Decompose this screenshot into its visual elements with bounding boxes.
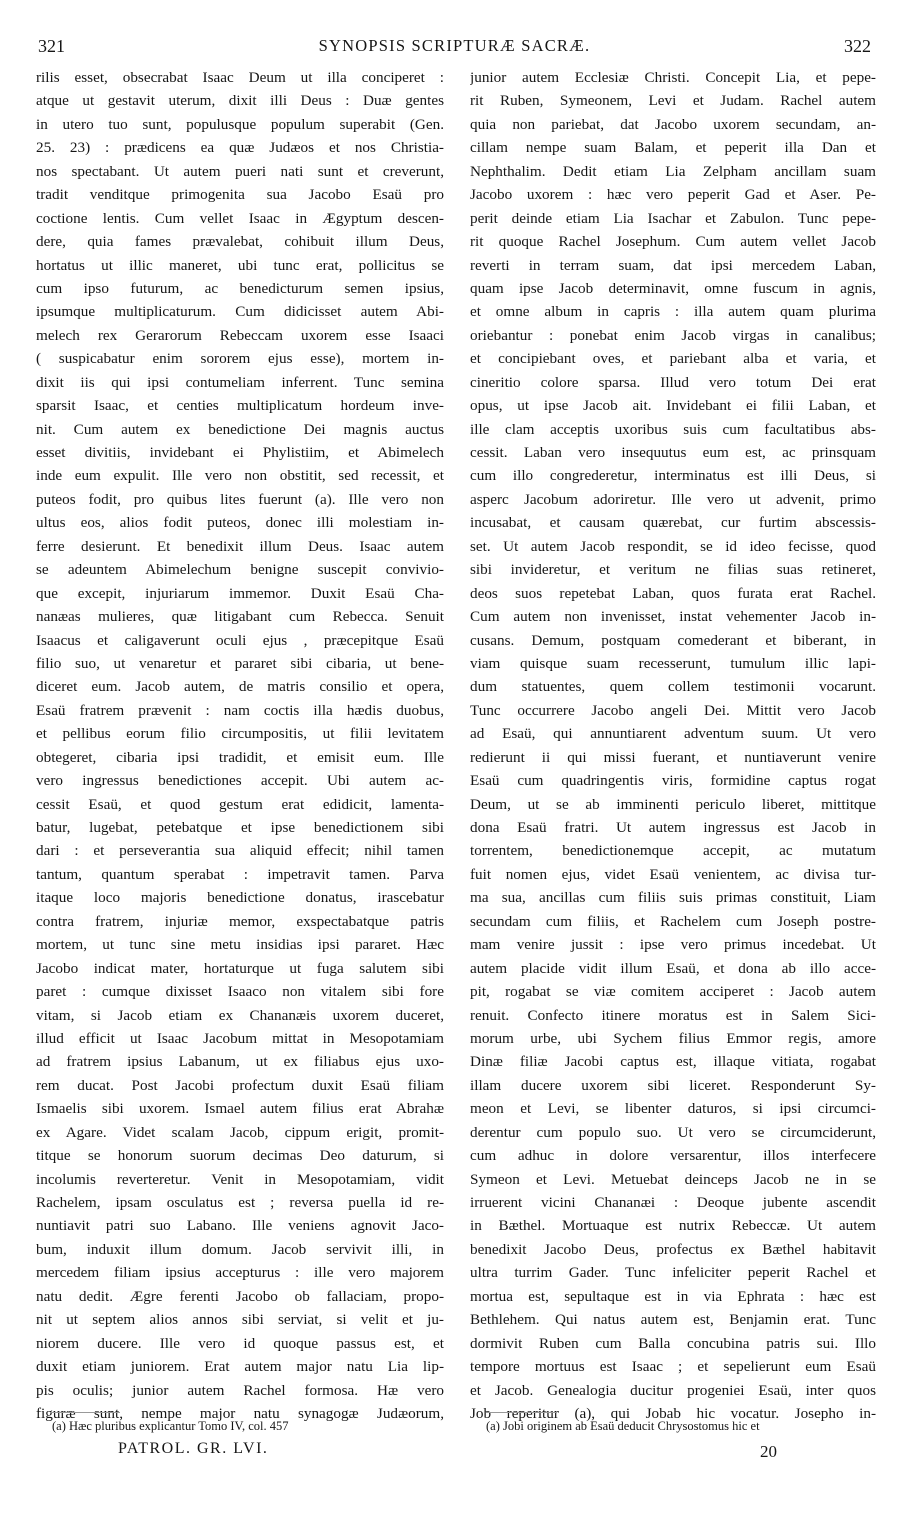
text-line: puteos fodit, pro quibus lites fuerunt (a). Ille vero non bbox=[36, 490, 444, 508]
text-line: niorem ducere. Ille vero id quoque passus est, et bbox=[36, 1334, 444, 1352]
text-line: paret : cumque dixisset Isaaco non vitalem sibi fore bbox=[36, 983, 444, 1001]
text-line: cessit Esaü, et quod gestum erat edidicit, lamenta- bbox=[36, 795, 444, 813]
footnote-rule-right bbox=[486, 1412, 556, 1413]
text-line: tradit venditque primogenita sua Jacobo Esaü pro bbox=[36, 186, 444, 204]
text-line: sibi invideretur, et veritum ne filias suas retineret, bbox=[470, 561, 876, 579]
text-line: redierunt ii qui missi fuerant, et nuntiaverunt venire bbox=[470, 748, 876, 766]
text-line: Jacobo uxorem : hæc vero peperit Gad et Aser. Pe- bbox=[470, 186, 876, 204]
text-line: duxit etiam juniorem. Erat autem major natu Lia lip- bbox=[36, 1358, 444, 1376]
text-line: Ismaelis sibi uxorem. Ismael autem filius erat Abrahæ bbox=[36, 1100, 444, 1118]
text-line: dixit iis qui ipsi contumeliam inferrent. Tunc semina bbox=[36, 373, 444, 391]
text-line: diceret eum. Jacob autem, de matris consilio et opera, bbox=[36, 678, 444, 696]
text-line: Nephthalim. Dedit etiam Lia Zelpham ancillam suam bbox=[470, 162, 876, 180]
text-line: quam ipse Jacob determinavit, omne fuscum in agnis, bbox=[470, 279, 876, 297]
text-line: renuit. Confecto itinere moratus est in Salem Sici- bbox=[470, 1006, 876, 1024]
text-line: que excepit, injuriarum immemor. Duxit Esaü Cha- bbox=[36, 584, 444, 602]
text-line: Deum, ut se ab imminenti periculo liberet, mittitque bbox=[470, 795, 876, 813]
text-line: natu dedit. Ægre ferenti Jacobo ob fallaciam, propo- bbox=[36, 1287, 444, 1305]
footnote-left: (a) Hæc pluribus explicantur Tomo IV, col. 457 bbox=[52, 1419, 289, 1433]
text-line: Cum autem non invenisset, instat vehementer Jacob in- bbox=[470, 608, 876, 626]
text-line: secundam cum filiis, et Rachelem cum Joseph postre- bbox=[470, 912, 876, 930]
text-line: pis oculis; junior autem Rachel formosa. Hæ vero bbox=[36, 1381, 444, 1399]
text-line: dere, quia fames prævalebat, cohibuit illum Deus, bbox=[36, 233, 444, 251]
text-line: cessit. Laban vero insequutus eum est, ac prinsquam bbox=[470, 444, 876, 461]
text-line: se adeuntem Abimelechum benigne suscepit convivio- bbox=[36, 561, 444, 579]
text-line: perit deinde etiam Lia Isachar et Zabulon. Tunc pepe- bbox=[470, 209, 876, 227]
text-line: cum illo congrederetur, interminatus est illi Deus, si bbox=[470, 467, 876, 485]
signature-mark: PATROL. GR. LVI. bbox=[118, 1440, 269, 1457]
text-line: set. Ut autem Jacob respondit, se id ideo fecisse, quod bbox=[470, 537, 876, 555]
text-line: opus, ut ipse Jacob ait. Invidebant ei filii Laban, et bbox=[470, 397, 876, 415]
footnote-right: (a) Jobi originem ab Esaü deducit Chrysostomus hic et bbox=[486, 1419, 760, 1433]
text-line: et Jacob. Genealogia ducitur progeniei Esaü, inter quos bbox=[470, 1381, 876, 1399]
text-line: cillam nempe suam Balam, et peperit illa Dan et bbox=[470, 139, 876, 157]
text-line: incusabat, et causam quærebat, cur furtim abscessis- bbox=[470, 514, 876, 532]
text-line: irruerent vicini Chananæi : Deoque jubente ascendit bbox=[470, 1194, 876, 1211]
text-line: tantum, quantum sperabat : impetravit tamen. Parva bbox=[36, 865, 444, 883]
running-head bbox=[30, 36, 879, 60]
text-line: asperc Jacobum adoriretur. Ille vero ut advenit, primo bbox=[470, 490, 876, 508]
text-line: junior autem Ecclesiæ Christi. Concepit Lia, et pepe- bbox=[470, 69, 876, 86]
text-line: ad Esaü, qui annuntiarent adventum suum. Ut vero bbox=[470, 725, 876, 743]
text-line: 25. 23) : prædicens ea quæ Judæos et nos Christia- bbox=[36, 139, 444, 157]
text-line: ille clam acceptis uxoribus suis cum facultatibus abs- bbox=[470, 420, 876, 438]
running-title: SYNOPSIS SCRIPTURÆ SACRÆ. bbox=[318, 36, 591, 55]
text-line: obtegeret, cibaria ipsi tradidit, et emisit eum. Ille bbox=[36, 748, 444, 766]
text-line: Jacobo indicat mater, hortaturque ut fuga salutem sibi bbox=[36, 959, 444, 977]
page-number-left: 321 bbox=[38, 36, 65, 56]
text-line: Dinæ filiæ Jacobi captus est, illaque vitiata, rogabat bbox=[470, 1053, 876, 1071]
text-line: mam venire jussit : ipse vero primus incedebat. Ut bbox=[470, 936, 876, 954]
text-line: morum urbe, ubi Sychem filius Emmor regis, amore bbox=[470, 1029, 876, 1047]
text-line: cusans. Demum, postquam comederant et biberant, in bbox=[470, 631, 876, 649]
text-line: fuit nomen ejus, videt Esaü venientem, ac divisa tur- bbox=[470, 865, 876, 883]
text-line: tempore mortuus est Isaac ; et sepelierunt eum Esaü bbox=[470, 1358, 876, 1376]
signature-number: 20 bbox=[760, 1442, 777, 1461]
text-line: vero ingressus benedictiones accepit. Ubi autem ac- bbox=[36, 772, 444, 790]
text-line: derentur cum populo suo. Ut vero se circumciderunt, bbox=[470, 1123, 876, 1141]
left-column bbox=[36, 66, 444, 1425]
text-line: dari : et perseverantia sua aliquid effecit; nihil tamen bbox=[36, 842, 444, 860]
text-line: dormivit Ruben cum Balla concubina patris sui. Illo bbox=[470, 1334, 876, 1352]
text-line: et omne album in capris : illa autem quam plurima bbox=[470, 303, 876, 321]
text-line: incolumis reverteretur. Venit in Mesopotamiam, vidit bbox=[36, 1170, 444, 1188]
text-line: rit Ruben, Symeonem, Levi et Judam. Rachel autem bbox=[470, 92, 876, 110]
text-line: ad fratrem ipsius Labanum, ut ex filiabus ejus uxo- bbox=[36, 1053, 444, 1071]
text-line: rit quoque Rachel Josephum. Cum autem vellet Jacob bbox=[470, 233, 876, 251]
text-line: et pellibus eorum filio circumpositis, ut filii levitatem bbox=[36, 725, 444, 743]
text-line: benedixit Jacobo Deus, profectus ex Bæthel habitavit bbox=[470, 1240, 876, 1258]
right-column bbox=[470, 66, 876, 1425]
text-line: illam ducere uxorem sibi liceret. Responderunt Sy- bbox=[470, 1076, 876, 1094]
text-line: nit. Cum autem ex benedictione Dei magnis auctus bbox=[36, 420, 444, 438]
text-line: cum ipso futurum, ac benedicturum semen ipsius, bbox=[36, 279, 444, 297]
text-line: dona Esaü fratri. Ut autem ingressus est Jacob in bbox=[470, 819, 876, 836]
text-line: et concipiebant oves, et pariebant alba et varia, et bbox=[470, 350, 876, 368]
text-line: ex Agare. Videt scalam Jacob, cippum erigit, promit- bbox=[36, 1123, 444, 1141]
footnote-rule-left bbox=[50, 1412, 120, 1413]
text-line: autem placide vidit illum Esaü, et dona ab illo acce- bbox=[470, 959, 876, 977]
text-line: nanæas mulieres, quæ litigabant cum Rebecca. Senuit bbox=[36, 608, 444, 626]
text-line: ultra turrim Gader. Tunc infeliciter peperit Rachel et bbox=[470, 1264, 876, 1282]
text-line: batur, lugebat, petebatque et ipse benedictionem sibi bbox=[36, 819, 444, 836]
text-line: inde eum expulit. Ille vero non obstitit, sed recessit, et bbox=[36, 467, 444, 485]
text-line: Esaü fratrem prævenit : nam coctis illa hædis duobus, bbox=[36, 701, 444, 719]
text-line: vitam, si Jacob etiam ex Chananæis uxorem duceret, bbox=[36, 1006, 444, 1024]
text-line: pit, rogabat se viæ comitem acciperet : Jacob autem bbox=[470, 983, 876, 1001]
text-line: Isaacus et caligaverunt oculi ejus , præcepitque Esaü bbox=[36, 631, 444, 649]
text-line: ipsumque multiplicaturum. Cum didicisset autem Abi- bbox=[36, 303, 444, 321]
text-line: Bethlehem. Qui natus autem est, Benjamin erat. Tunc bbox=[470, 1311, 876, 1329]
text-line: bum, induxit illum domum. Jacob servivit illi, in bbox=[36, 1240, 444, 1258]
text-line: dum statuentes, quem collem testimonii vocarunt. bbox=[470, 678, 876, 696]
text-line: deos suos repetebat Laban, quos furata erat Rachel. bbox=[470, 584, 876, 602]
text-line: coctione lentis. Cum vellet Isaac in Ægyptum descen- bbox=[36, 209, 444, 227]
text-line: mortua est, sepultaque est in via Ephrata : hæc est bbox=[470, 1287, 876, 1305]
text-line: illud efficit ut Isaac Jacobum mittat in Mesopotamiam bbox=[36, 1029, 444, 1047]
text-line: melech rex Gerarorum Rebeccam uxorem esse Isaaci bbox=[36, 326, 444, 344]
text-line: nit ut septem alios annos sibi serviat, si velit et ju- bbox=[36, 1311, 444, 1329]
text-line: sparsit Isaac, et centies multiplicatum hordeum inve- bbox=[36, 397, 444, 415]
text-line: ultus eos, alios fodit puteos, donec illi molestiam in- bbox=[36, 514, 444, 532]
text-line: oriebantur : ponebat enim Jacob virgas in canalibus; bbox=[470, 326, 876, 344]
text-line: mortem, ut tunc sine metu insidias ipsi pararet. Hæc bbox=[36, 936, 444, 954]
text-line: nuntiavit patri suo Labano. Ille veniens agnovit Jaco- bbox=[36, 1217, 444, 1235]
page-number-right: 322 bbox=[844, 36, 871, 56]
text-line: torrentem, benedictionemque accepit, ac mutatum bbox=[470, 842, 876, 860]
text-line: Job reperitur (a), qui Jobab hic vocatur. Josepho in- bbox=[470, 1404, 876, 1422]
text-line: ferre desierunt. Et benedixit illum Deus. Isaac autem bbox=[36, 537, 444, 555]
text-line: itaque loco majoris benedictione donatus, irascebatur bbox=[36, 889, 444, 907]
text-line: filio suo, ut venaretur et pararet sibi cibaria, ut bene- bbox=[36, 654, 444, 672]
text-line: mercedem filiam ipsius accepturus : ille vero majorem bbox=[36, 1264, 444, 1282]
text-line: ( suspicabatur enim sororem ejus esse), mortem in- bbox=[36, 350, 444, 368]
text-line: esset divitiis, invidebant ei Phylistiim, et Abimelech bbox=[36, 444, 444, 461]
text-line: reverti in terram suam, dat ipsi mercedem Laban, bbox=[470, 256, 876, 274]
text-line: contra fratrem, injuriæ memor, exspectabatque patris bbox=[36, 912, 444, 930]
text-line: Esaü cum quadringentis viris, formidine captus rogat bbox=[470, 772, 876, 790]
text-line: atque ut gestavit uterum, dixit illi Deus : Duæ gentes bbox=[36, 92, 444, 110]
text-line: titque se honorum suorum decimas Deo daturum, si bbox=[36, 1147, 444, 1165]
text-line: in utero tuo sunt, populusque populum superabit (Gen. bbox=[36, 115, 444, 133]
text-line: viam quisque suam recesserunt, tumulum illic lapi- bbox=[470, 654, 876, 672]
text-line: rem ducat. Post Jacobi profectum duxit Esaü filiam bbox=[36, 1076, 444, 1094]
text-line: quia non pariebat, dat Jacobo uxorem secundam, an- bbox=[470, 115, 876, 133]
text-line: meon et Levi, se libenter daturos, si ipsi circumci- bbox=[470, 1100, 876, 1118]
text-line: in Bæthel. Mortuaque est nutrix Rebeccæ. Ut autem bbox=[470, 1217, 876, 1235]
text-line: Rachelem, ipsam osculatus est ; reversa puella id re- bbox=[36, 1194, 444, 1211]
text-line: rilis esset, obsecrabat Isaac Deum ut illa conciperet : bbox=[36, 69, 444, 86]
text-line: cineritio colore sparsa. Illud vero totum Dei erat bbox=[470, 373, 876, 391]
text-line: Symeon et Levi. Metuebat deinceps Jacob ne in se bbox=[470, 1170, 876, 1188]
text-line: ma sua, ancillas cum filiis suis primas constituit, Liam bbox=[470, 889, 876, 907]
text-line: hortatus ut illic maneret, ubi tunc erat, pollicitus se bbox=[36, 256, 444, 274]
text-line: figuræ sunt, nempe major natu synagogæ Judæorum, bbox=[36, 1404, 444, 1422]
text-line: cum adhuc in dolore versarentur, illos interfecere bbox=[470, 1147, 876, 1165]
text-line: nos spectabant. Ut autem pueri nati sunt et creverunt, bbox=[36, 162, 444, 180]
text-line: Tunc occurrere Jacobo angeli Dei. Mittit vero Jacob bbox=[470, 701, 876, 719]
